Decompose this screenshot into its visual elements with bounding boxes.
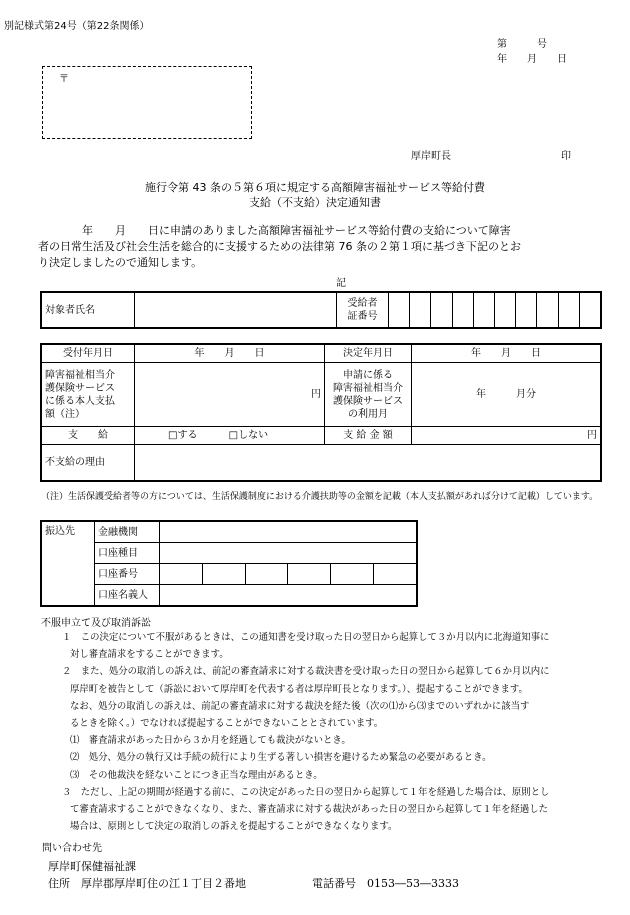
digit-cell[interactable] bbox=[579, 293, 600, 328]
self-pay-amount[interactable]: 円 bbox=[135, 363, 325, 427]
bank-name-field[interactable] bbox=[160, 522, 417, 543]
account-digit-cell[interactable] bbox=[202, 564, 245, 585]
digit-cell[interactable] bbox=[452, 293, 473, 328]
appeal-line: て審査請求することができなくなり、また、審査請求に対する裁決があった日の翌日から起算して１年を経過した bbox=[70, 804, 549, 816]
appeal-line: るときを除く。）でなければ提起することができないこととされています。 bbox=[70, 718, 384, 730]
bank-table bbox=[41, 521, 417, 606]
contact-title: 問い合わせ先 bbox=[42, 843, 102, 854]
account-holder-label: 口座名義人 bbox=[95, 585, 160, 606]
appeal-line: 対し審査請求をすることができます。 bbox=[70, 649, 229, 661]
name-field[interactable] bbox=[135, 293, 337, 328]
appeal-line: なお、処分の取消しの訴えは、前記の審査請求に対する裁決を経た後（次の⑴から⑶までのいずれかに該当す bbox=[70, 700, 530, 712]
account-holder-field[interactable] bbox=[160, 585, 417, 606]
document-title-line1: 施行令第 43 条の５第６項に規定する高額障害福祉サービス等給付費 bbox=[145, 181, 485, 194]
bank-header: 振込先 bbox=[42, 522, 95, 606]
account-digit-cell[interactable] bbox=[331, 564, 374, 585]
issuer-name: 厚岸町長 bbox=[411, 151, 451, 162]
account-type-field[interactable] bbox=[160, 543, 417, 564]
footnote: （注）生活保護受給者等の方については、生活保護制度における介護扶助等の金額を記載（本人支払額があれば分けて記載）しています。 bbox=[41, 492, 599, 502]
appeal-line: ⑶ その他裁決を経ないことにつき正当な理由があるとき。 bbox=[70, 769, 323, 781]
account-digit-cell[interactable] bbox=[160, 564, 203, 585]
digit-cell[interactable] bbox=[558, 293, 579, 328]
digit-cell[interactable] bbox=[473, 293, 494, 328]
decision-table bbox=[41, 344, 601, 481]
document-number: 第 号 bbox=[497, 39, 547, 50]
appeal-notes bbox=[0, 629, 630, 835]
receipt-date-value[interactable]: 年 月 日 bbox=[135, 345, 325, 363]
appeal-line: ２ また、処分の取消しの訴えは、前記の審査請求に対する裁決書を受け取った日の翌日から起算して６か月以内に bbox=[62, 666, 550, 678]
body-line3: り決定しましたので通知します。 bbox=[38, 256, 203, 269]
account-digit-cell[interactable] bbox=[288, 564, 331, 585]
appeal-line: １ この決定について不服があるときは、この通知書を受け取った日の翌日から起算して３か月以内に北海道知事に bbox=[62, 632, 550, 643]
body-line1: 年 月 日に申請のありました高額障害福祉サービス等給付費の支給について障害 bbox=[38, 224, 511, 237]
recipient-table bbox=[41, 292, 601, 328]
digit-cell[interactable] bbox=[431, 293, 452, 328]
amount-label: 支 給 金 額 bbox=[325, 427, 412, 445]
reason-field[interactable] bbox=[135, 445, 601, 481]
usage-month-label: 申請に係る 障害福祉相当介 護保険サービス の利用月 bbox=[325, 363, 412, 427]
digit-cell[interactable] bbox=[410, 293, 431, 328]
ki-heading: 記 bbox=[336, 278, 346, 289]
postal-mark: 〒 bbox=[59, 74, 69, 85]
body-line2: 者の日常生活及び社会生活を総合的に支援するための法律第 76 条の２第１項に基づき下記のとお bbox=[38, 240, 521, 253]
account-digit-cell[interactable] bbox=[245, 564, 288, 585]
self-pay-label: 障害福祉相当介 護保険サービス に係る本人支払 額（注） bbox=[42, 363, 135, 427]
digit-cell[interactable] bbox=[537, 293, 558, 328]
account-digit-cell[interactable] bbox=[374, 564, 417, 585]
appeal-title: 不服申立て及び取消訴訟 bbox=[41, 618, 151, 629]
recipient-number-label: 受給者 証番号 bbox=[337, 293, 389, 328]
issuer-seal: 印 bbox=[561, 151, 571, 162]
appeal-line: ３ ただし、上記の期間が経過する前に、この決定があった日の翌日から起算して１年を経過した場合は、原則とし bbox=[62, 786, 550, 798]
bank-name-label: 金融機関 bbox=[95, 522, 160, 543]
receipt-date-label: 受付年月日 bbox=[42, 345, 135, 363]
payment-no-checkbox[interactable]: □しない bbox=[228, 430, 269, 441]
digit-cell[interactable] bbox=[494, 293, 515, 328]
reason-label: 不支給の理由 bbox=[42, 445, 135, 481]
digit-cell[interactable] bbox=[389, 293, 410, 328]
document-title-line2: 支給（不支給）決定通知書 bbox=[249, 196, 381, 209]
digit-cell[interactable] bbox=[516, 293, 537, 328]
form-label: 別記様式第24号（第22条関係） bbox=[4, 21, 150, 32]
amount-value[interactable]: 円 bbox=[412, 427, 601, 445]
appeal-line: ⑴ 審査請求があった日から３か月を経過しても裁決がないとき。 bbox=[70, 735, 351, 747]
address-box bbox=[42, 66, 252, 139]
account-type-label: 口座種目 bbox=[95, 543, 160, 564]
appeal-line: ⑵ 処分、処分の執行又は手続の続行により生ずる著しい損害を避けるため緊急の必要があるとき。 bbox=[70, 752, 492, 764]
appeal-line: 厚岸町を被告として（訴訟において厚岸町を代表する者は厚岸町長となります。）、提起することができます。 bbox=[70, 683, 528, 695]
decision-date-value[interactable]: 年 月 日 bbox=[412, 345, 601, 363]
name-label: 対象者氏名 bbox=[42, 293, 135, 328]
appeal-line: 場合は、原則として決定の取消しの訴えを提起することができなくなります。 bbox=[70, 821, 398, 833]
payment-options bbox=[135, 427, 325, 445]
usage-month-value[interactable]: 年 月分 bbox=[412, 363, 601, 427]
payment-yes-checkbox[interactable]: □する bbox=[168, 430, 198, 441]
decision-date-label: 決定年月日 bbox=[325, 345, 412, 363]
payment-label: 支 給 bbox=[42, 427, 135, 445]
contact-department: 厚岸町保健福祉課 bbox=[48, 860, 136, 873]
document-date: 年 月 日 bbox=[497, 54, 567, 65]
contact-phone: 電話番号 0153―53―3333 bbox=[312, 877, 459, 890]
account-number-label: 口座番号 bbox=[95, 564, 160, 585]
contact-address: 住所 厚岸郡厚岸町住の江１丁目２番地 bbox=[48, 877, 246, 890]
